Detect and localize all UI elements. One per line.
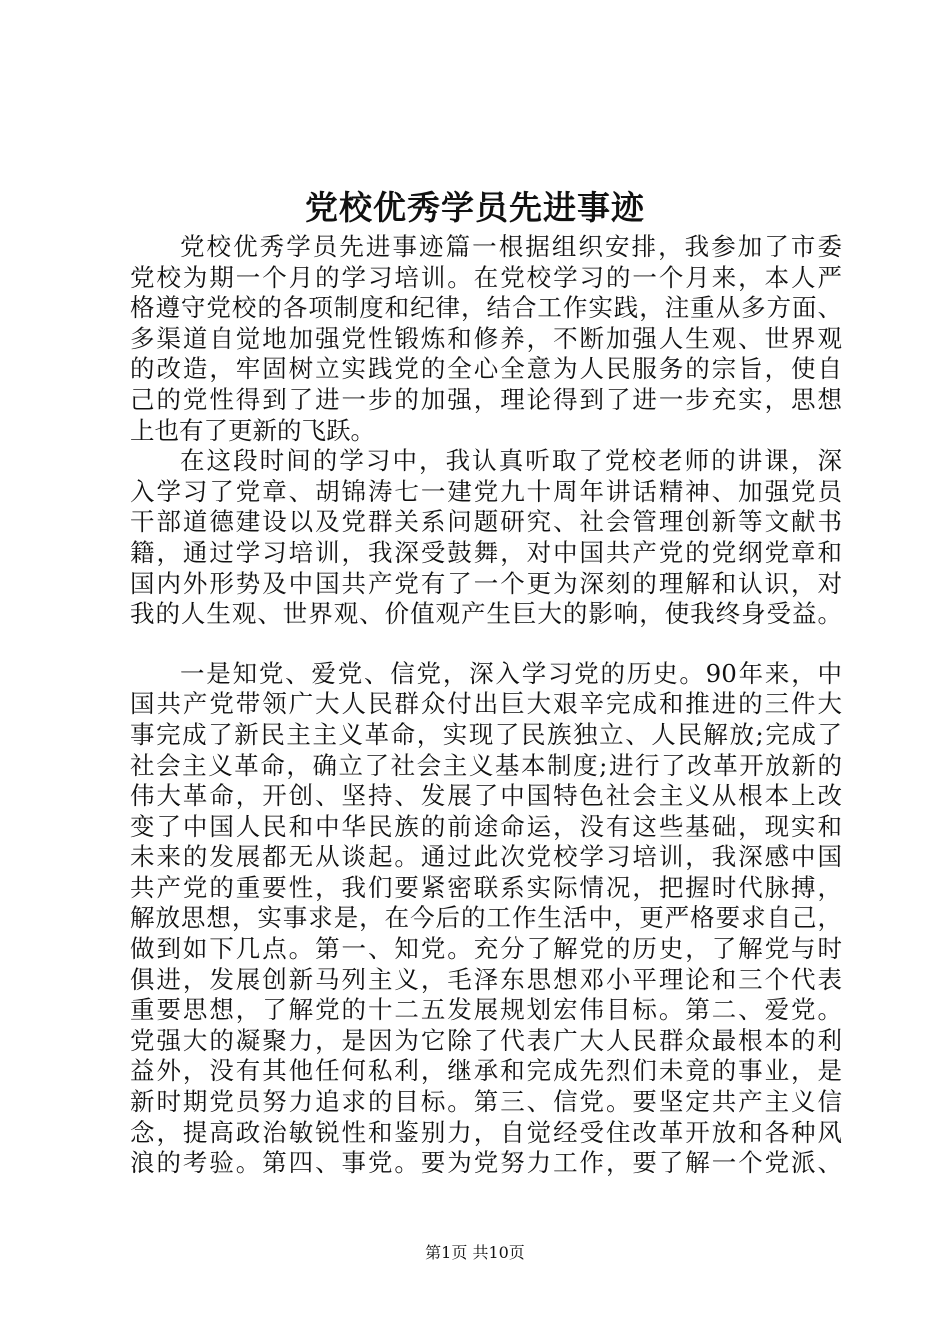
text-line: 做到如下几点。第一、知党。充分了解党的历史，了解党与时 bbox=[130, 934, 842, 964]
text-line: 在这段时间的学习中，我认真听取了党校老师的讲课，深 bbox=[180, 446, 842, 476]
text-line: 变了中国人民和中华民族的前途命运，没有这些基础，现实和 bbox=[130, 811, 842, 841]
paragraph bbox=[130, 446, 842, 630]
paragraph bbox=[130, 659, 842, 1179]
text-line: 解放思想，实事求是，在今后的工作生活中，更严格要求自己， bbox=[130, 903, 842, 933]
text-line: 伟大革命，开创、坚持、发展了中国特色社会主义从根本上改 bbox=[130, 781, 842, 811]
document-body bbox=[130, 232, 842, 1179]
text-line: 共产党的重要性，我们要紧密联系实际情况，把握时代脉搏， bbox=[130, 872, 842, 902]
paragraph-gap bbox=[130, 630, 842, 659]
text-line: 我的人生观、世界观、价值观产生巨大的影响，使我终身受益。 bbox=[130, 599, 842, 629]
text-line: 益外，没有其他任何私利，继承和完成先烈们未竟的事业，是 bbox=[130, 1056, 842, 1086]
text-line: 党校为期一个月的学习培训。在党校学习的一个月来，本人严 bbox=[130, 262, 842, 292]
page-footer: 第1页 共10页 bbox=[425, 1243, 525, 1262]
text-line: 国共产党带领广大人民群众付出巨大艰辛完成和推进的三件大 bbox=[130, 689, 842, 719]
text-line: 入学习了党章、胡锦涛七一建党九十周年讲话精神、加强党员 bbox=[130, 476, 842, 506]
text-line: 事完成了新民主主义革命，实现了民族独立、人民解放;完成了 bbox=[130, 719, 842, 749]
text-line: 未来的发展都无从谈起。通过此次党校学习培训，我深感中国 bbox=[130, 842, 842, 872]
text-line: 多渠道自觉地加强党性锻炼和修养，不断加强人生观、世界观 bbox=[130, 323, 842, 353]
text-line: 己的党性得到了进一步的加强，理论得到了进一步充实，思想 bbox=[130, 384, 842, 414]
text-line: 干部道德建设以及党群关系问题研究、社会管理创新等文献书 bbox=[130, 507, 842, 537]
text-line: 上也有了更新的飞跃。 bbox=[130, 415, 375, 445]
text-line: 重要思想，了解党的十二五发展规划宏伟目标。第二、爱党。 bbox=[130, 995, 842, 1025]
text-line: 一是知党、爱党、信党，深入学习党的历史。90年来，中 bbox=[180, 658, 842, 688]
text-line: 浪的考验。第四、事党。要为党努力工作，要了解一个党派、 bbox=[130, 1148, 842, 1178]
paragraph bbox=[130, 232, 842, 446]
text-line: 党校优秀学员先进事迹篇一根据组织安排，我参加了市委 bbox=[180, 232, 842, 261]
text-line: 俱进，发展创新马列主义，毛泽东思想邓小平理论和三个代表 bbox=[130, 964, 842, 994]
text-line: 社会主义革命，确立了社会主义基本制度;进行了改革开放新的 bbox=[130, 750, 842, 780]
text-line: 新时期党员努力追求的目标。第三、信党。要坚定共产主义信 bbox=[130, 1087, 842, 1117]
text-line: 党强大的凝聚力，是因为它除了代表广大人民群众最根本的利 bbox=[130, 1025, 842, 1055]
text-line: 籍，通过学习培训，我深受鼓舞，对中国共产党的党纲党章和 bbox=[130, 537, 842, 567]
text-line: 的改造，牢固树立实践党的全心全意为人民服务的宗旨，使自 bbox=[130, 354, 842, 384]
document-title: 党校优秀学员先进事迹 bbox=[305, 188, 645, 227]
text-line: 国内外形势及中国共产党有了一个更为深刻的理解和认识，对 bbox=[130, 568, 842, 598]
text-line: 格遵守党校的各项制度和纪律，结合工作实践，注重从多方面、 bbox=[130, 293, 842, 323]
text-line: 念，提高政治敏锐性和鉴别力，自觉经受住改革开放和各种风 bbox=[130, 1117, 842, 1147]
